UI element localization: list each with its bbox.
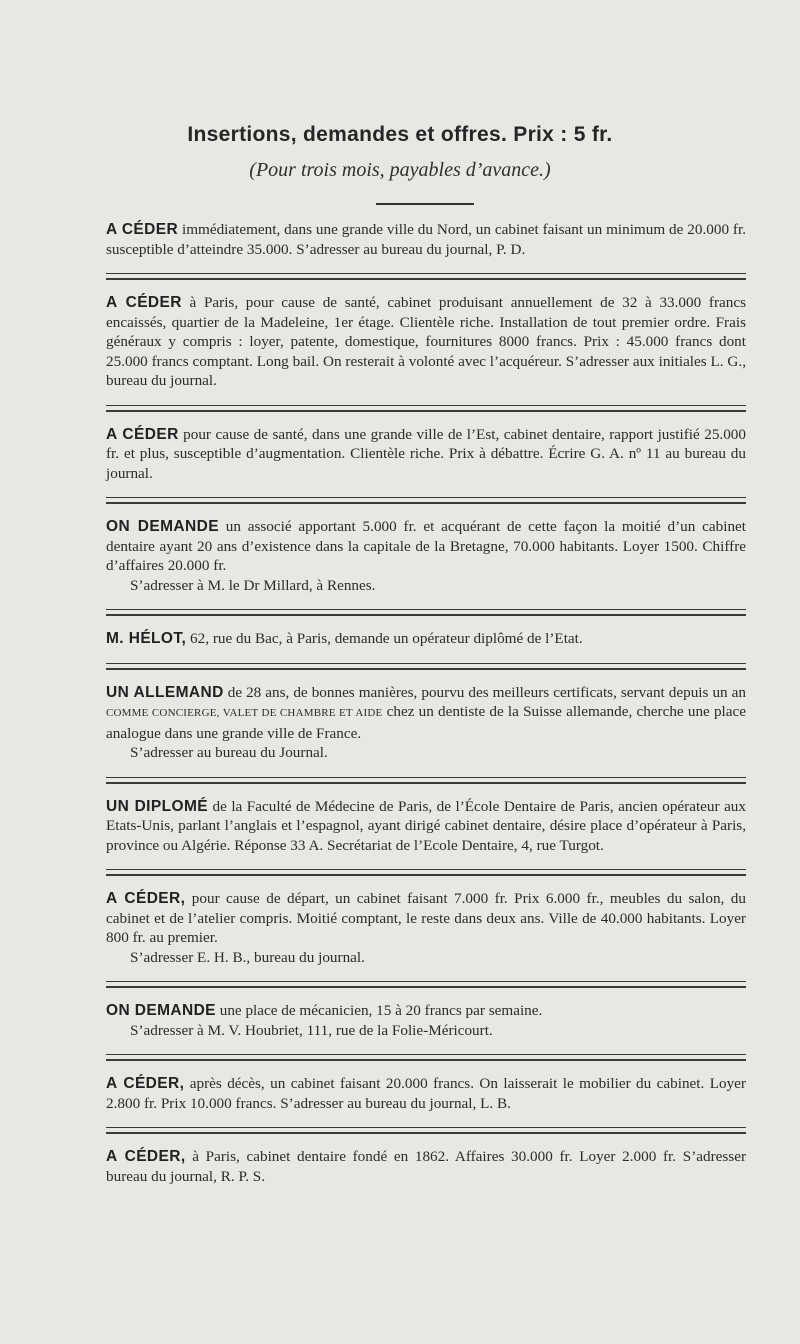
ad-text: chez un dentiste de la Suisse allemande, cherche une place analogue dans une grande ville de France. <box>106 703 746 742</box>
classified-ad <box>106 1001 746 1040</box>
classified-ad <box>106 1074 746 1113</box>
ad-lead: A CÉDER <box>106 221 179 238</box>
ad-lead: A CÉDER, <box>106 890 186 907</box>
classified-ad <box>106 683 746 763</box>
ad-divider <box>106 763 746 797</box>
classified-ad <box>106 889 746 967</box>
classified-ad <box>106 293 746 391</box>
ad-divider <box>106 391 746 425</box>
classified-ad <box>106 797 746 856</box>
ad-text: après décès, un cabinet faisant 20.000 francs. On laisserait le mobilier du cabinet. Loyer 2.800 fr. Prix 10.000 francs. S’adresser au bureau du journal, L. B. <box>106 1075 746 1112</box>
ad-text: pour cause de départ, un cabinet faisant 7.000 fr. Prix 6.000 fr., meubles du salon, du cabinet et de l’atelier compris. Moitié comptant, le reste dans deux ans. Ville de 40.000 habitants. Loyer 800 fr. au premier. <box>106 890 746 946</box>
classified-ad <box>106 629 746 649</box>
ad-contact: S’adresser à M. le Dr Millard, à Rennes. <box>130 576 376 594</box>
classified-ad <box>106 1147 746 1186</box>
ad-lead: M. HÉLOT, <box>106 630 187 647</box>
classified-ad <box>106 425 746 484</box>
ad-text: à Paris, pour cause de santé, cabinet produisant annuellement de 32 à 33.000 francs encaissés, quartier de la Madeleine, 1er étage. Clientèle riche. Installation de tout premier ordre. Frais généraux y compris : loyer, patente, domestique, fournitures 8000 francs. Prix : 45.000 francs dont 25.000 francs comptant. Long bail. On resterait à volonté avec l’acquéreur. S’adresser aux initiales L. G., bureau du journal. <box>106 294 746 389</box>
ad-text: à Paris, cabinet dentaire fondé en 1862. Affaires 30.000 fr. Loyer 2.000 fr. S’adresser bureau du journal, R. P. S. <box>106 1148 746 1185</box>
ad-text-smallcaps: COMME CONCIERGE, VALET DE CHAMBRE ET AIDE <box>106 707 383 719</box>
page-title: Insertions, demandes et offres. Prix : 5 fr. <box>187 123 613 146</box>
ad-divider <box>106 259 746 293</box>
ad-text: pour cause de santé, dans une grande ville de l’Est, cabinet dentaire, rapport justifié 25.000 fr. et plus, susceptible d’augmentation. Clientèle riche. Prix à débattre. Écrire G. A. nº 11 au bureau du journal. <box>106 425 746 482</box>
ad-divider <box>106 1040 746 1074</box>
ad-text: de 28 ans, de bonnes manières, pourvu des meilleurs certificats, servant depuis un an <box>223 683 746 701</box>
ad-contact: S’adresser E. H. B., bureau du journal. <box>130 948 365 966</box>
ad-divider <box>106 1113 746 1147</box>
ad-lead: UN ALLEMAND <box>106 683 224 701</box>
ad-divider <box>106 595 746 629</box>
ad-contact: S’adresser au bureau du Journal. <box>130 744 328 761</box>
ad-lead: A CÉDER, <box>106 1148 186 1165</box>
ad-lead: A CÉDER, <box>106 1075 185 1092</box>
ad-text: une place de mécanicien, 15 à 20 francs par semaine. <box>215 1002 543 1019</box>
ad-lead: A CÉDER <box>106 425 179 443</box>
ad-text: immédiatement, dans une grande ville du Nord, un cabinet faisant un minimum de 20.000 fr. susceptible d’atteindre 35.000. S’adresser au bureau du journal, P. D. <box>106 221 747 258</box>
ad-contact: S’adresser à M. V. Houbriet, 111, rue de la Folie-Méricourt. <box>130 1021 493 1039</box>
classified-ad <box>106 220 746 259</box>
ad-lead: ON DEMANDE <box>106 1002 216 1019</box>
ad-divider <box>106 483 746 517</box>
ad-text: un associé apportant 5.000 fr. et acquérant de cette façon la moitié d’un cabinet dentaire ayant 20 ans d’existence dans la capitale de la Bretagne, 70.000 habitants. Loyer 1500. Chiffre d’affaires 20.000 fr. <box>106 518 747 574</box>
classified-ad <box>106 517 746 595</box>
title-divider <box>376 203 474 205</box>
ad-divider <box>106 649 746 683</box>
ad-divider <box>106 967 746 1001</box>
ad-text: 62, rue du Bac, à Paris, demande un opérateur diplômé de l’Etat. <box>186 630 583 647</box>
ad-lead: A CÉDER <box>106 294 182 311</box>
classified-ads-list <box>106 220 746 1186</box>
ad-divider <box>106 855 746 889</box>
ad-text: de la Faculté de Médecine de Paris, de l’École Dentaire de Paris, ancien opérateur aux Etats-Unis, parlant l’anglais et l’espagnol, ayant dirigé cabinet dentaire, désire place d’opérateur à Paris, province ou Algérie. Réponse 33 A. Secrétariat de l’Ecole Dentaire, 4, rue Turgot. <box>106 797 746 854</box>
ad-lead: ON DEMANDE <box>106 518 219 535</box>
page-subtitle: (Pour trois mois, payables d’avance.) <box>249 159 551 181</box>
ad-lead: UN DIPLOMÉ <box>106 797 209 815</box>
